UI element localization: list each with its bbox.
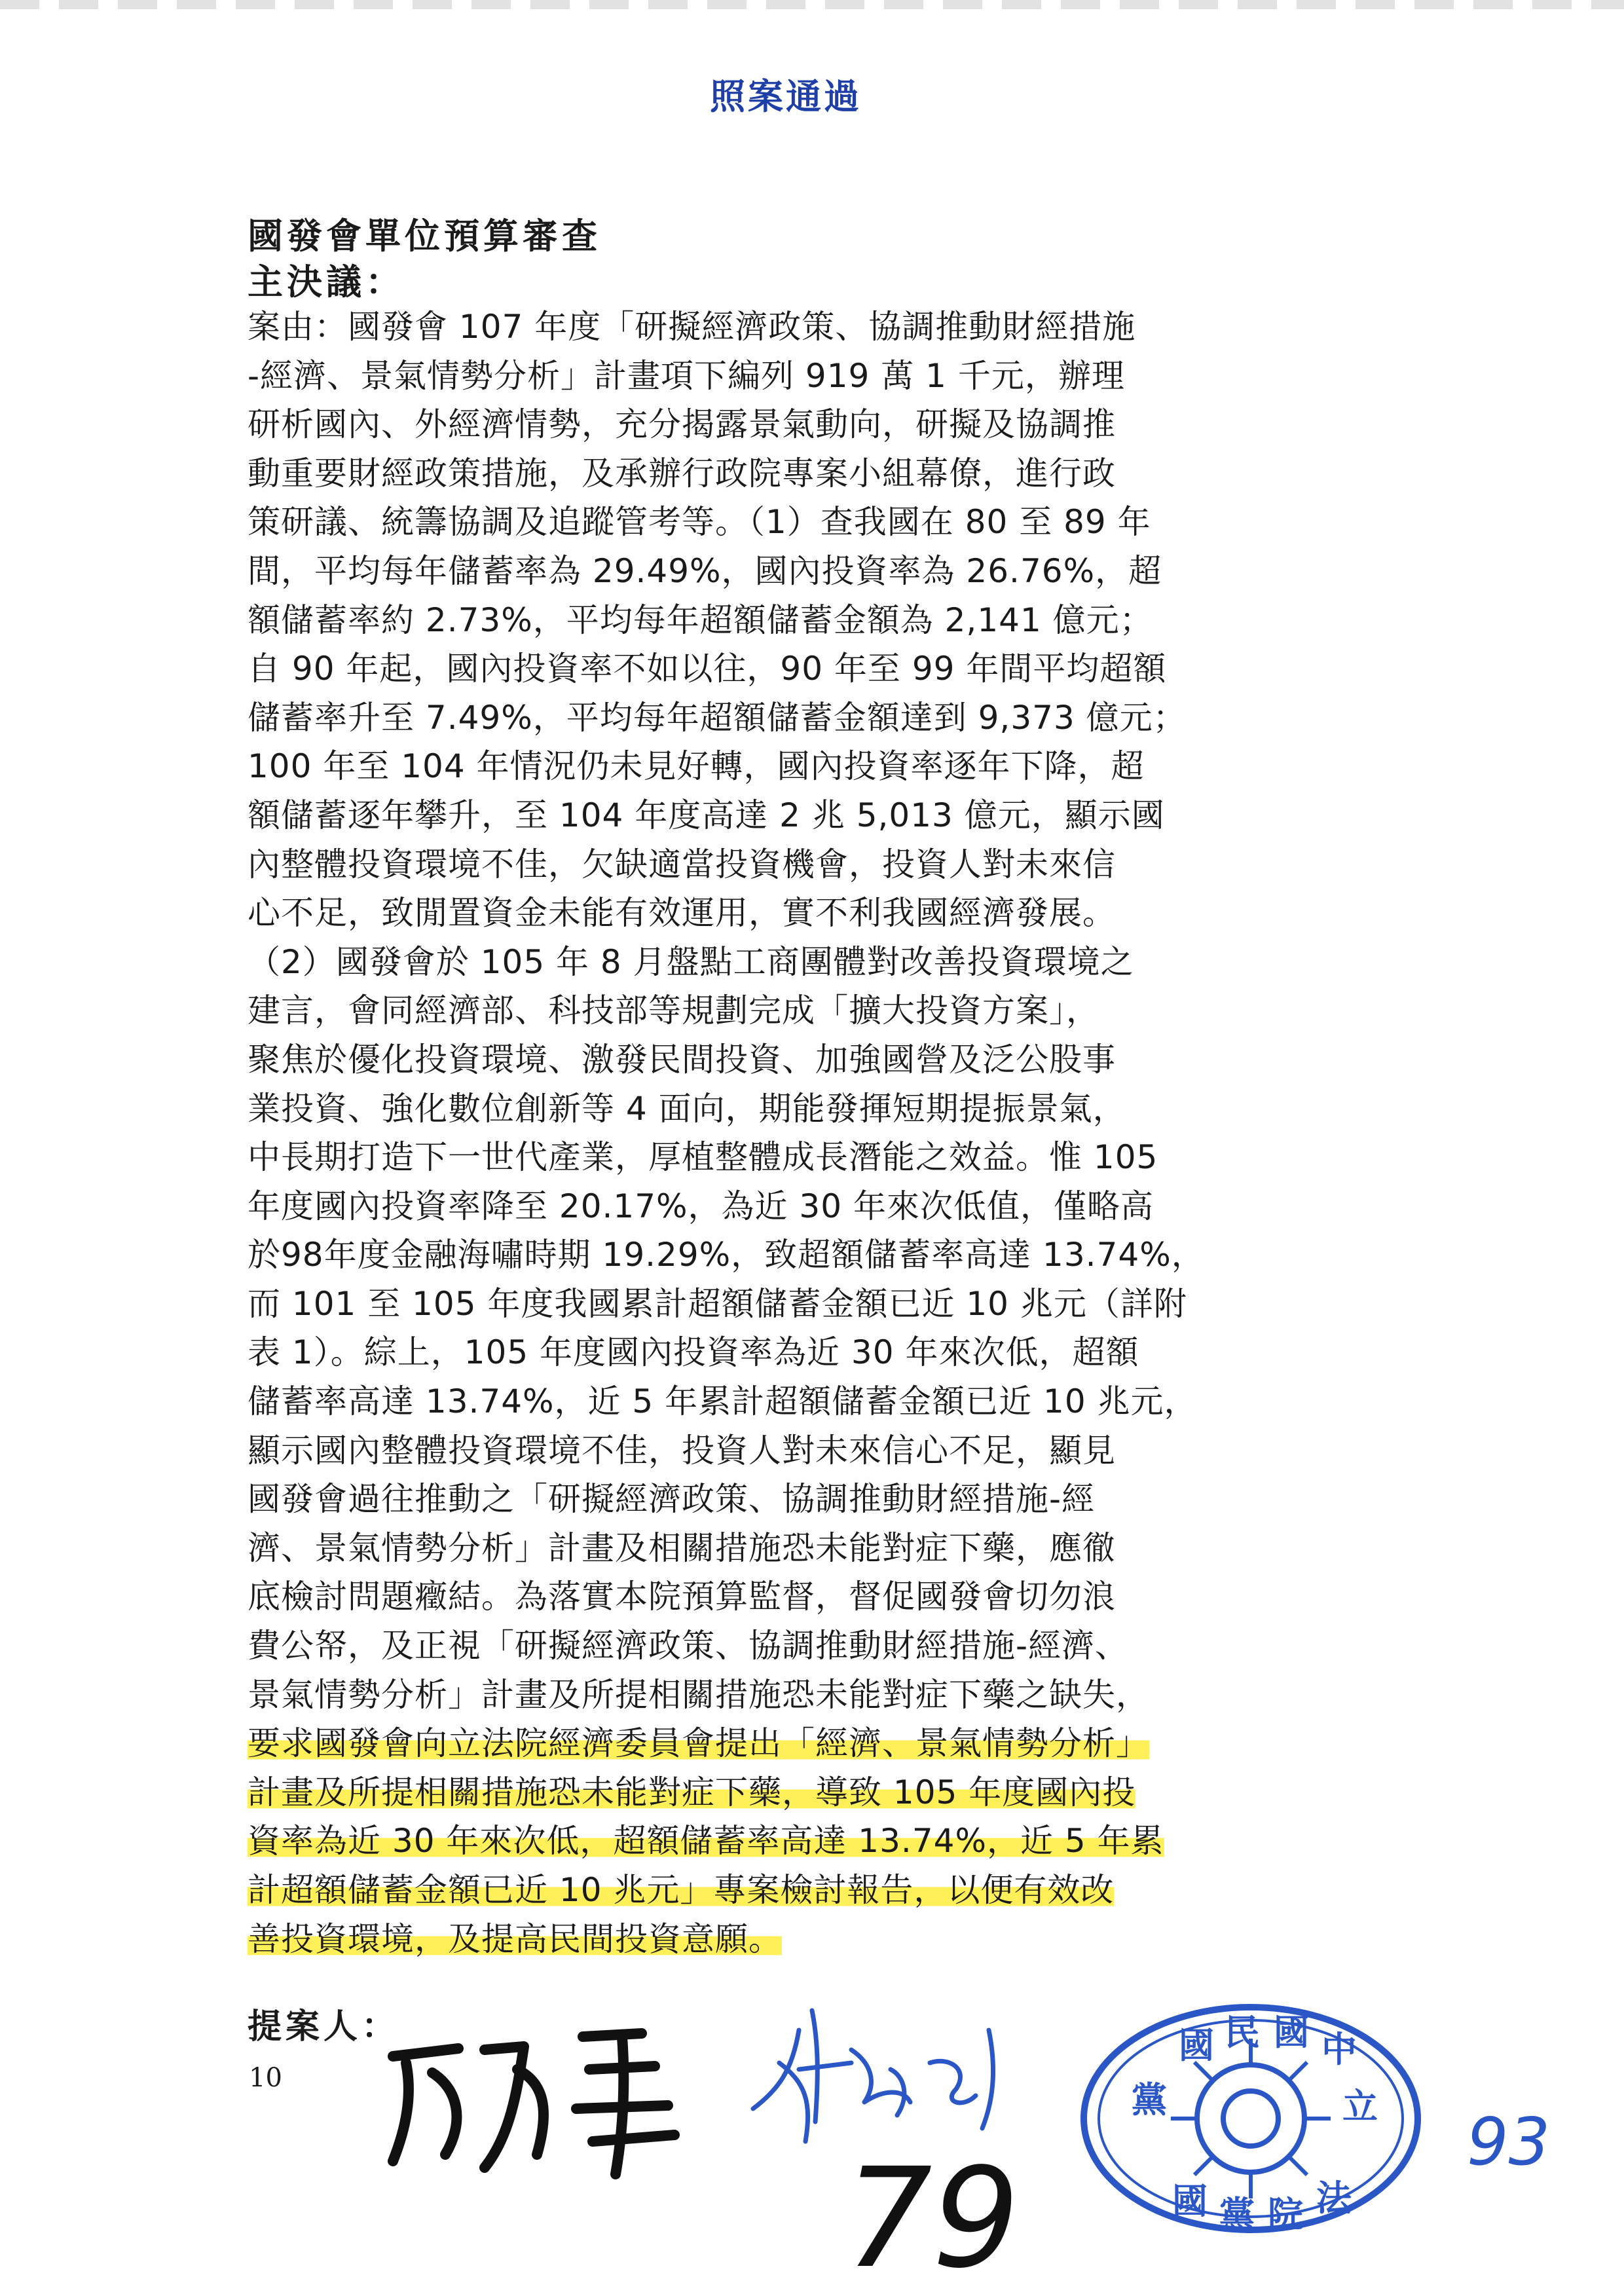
svg-text:中: 中 (1321, 2029, 1357, 2070)
body-line: 動重要財經政策措施，及承辦行政院專案小組幕僚，進行政 (248, 454, 1116, 492)
svg-text:國: 國 (1179, 2025, 1214, 2066)
body-line: 聚焦於優化投資環境、激發民間投資、加強國營及泛公股事 (248, 1040, 1116, 1079)
handnote-93-text: 93 (1467, 2103, 1551, 2180)
highlighted-line-text: 計超額儲蓄金額已近 10 兆元」專案檢討報告，以便有效改 (248, 1871, 1115, 1909)
document-title: 國發會單位預算審查 (248, 215, 601, 257)
body-line: 額儲蓄逐年攀升，至 104 年度高達 2 兆 5,013 億元，顯示國 (248, 796, 1165, 834)
highlighted-line-text: 計畫及所提相關措施恐未能對症下藥，導致 105 年度國內投 (248, 1773, 1136, 1811)
svg-text:法: 法 (1316, 2177, 1352, 2219)
svg-text:國: 國 (1274, 2012, 1309, 2053)
handwritten-79 (845, 2128, 1028, 2286)
svg-text:院: 院 (1268, 2194, 1303, 2235)
body-line: -經濟、景氣情勢分析」計畫項下編列 919 萬 1 千元，辦理 (248, 356, 1125, 395)
resolution-body (248, 303, 1413, 1963)
body-line: 濟、景氣情勢分析」計畫及相關措施恐未能對症下藥，應徹 (248, 1528, 1116, 1567)
highlighted-line (248, 1915, 1413, 1964)
highlighted-line (248, 1719, 1413, 1768)
body-line: 表 1）。綜上，105 年度國內投資率為近 30 年來次低，超額 (248, 1333, 1139, 1372)
highlighted-line-text: 善投資環境，及提高民間投資意願。 (248, 1919, 782, 1958)
body-line: 費公帑，及正視「研擬經濟政策、協調推動財經措施-經濟、 (248, 1627, 1129, 1665)
body-line: 策研議、統籌協調及追蹤管考等。（1）查我國在 80 至 89 年 (248, 503, 1151, 542)
body-line: 案由：國發會 107 年度「研擬經濟政策、協調推動財經措施 (248, 308, 1136, 346)
body-line: 於98年度金融海嘯時期 19.29%，致超額儲蓄率高達 13.74%， (248, 1236, 1205, 1274)
body-line: 儲蓄率升至 7.49%，平均每年超額儲蓄金額達到 9,373 億元； (248, 698, 1187, 737)
approved-stamp: 照案通過 (710, 76, 862, 117)
body-line: 額儲蓄率約 2.73%，平均每年超額儲蓄金額為 2,141 億元； (248, 601, 1153, 639)
body-line: 研析國內、外經濟情勢，充分揭露景氣動向，研擬及協調推 (248, 405, 1116, 444)
highlighted-line (248, 1866, 1413, 1915)
body-line: 業投資、強化數位創新等 4 面向，期能發揮短期提振景氣， (248, 1089, 1126, 1128)
body-line: （2）國發會於 105 年 8 月盤點工商團體對改善投資環境之 (248, 942, 1134, 981)
body-line: 自 90 年起，國內投資率不如以往，90 年至 99 年間平均超額 (248, 650, 1167, 688)
svg-text:黨: 黨 (1132, 2079, 1167, 2120)
body-line: 心不足，致閒置資金未能有效運用，實不利我國經濟發展。 (248, 894, 1116, 933)
party-seal (1074, 1997, 1428, 2240)
svg-text:民: 民 (1225, 2012, 1260, 2053)
svg-text:國: 國 (1172, 2181, 1208, 2222)
handwritten-93 (1467, 2096, 1578, 2181)
body-line: 底檢討問題癥結。為落實本院預算監督，督促國發會切勿浪 (248, 1578, 1116, 1616)
highlighted-line-text: 要求國發會向立法院經濟委員會提出「經濟、景氣情勢分析」 (248, 1724, 1149, 1763)
body-line: 建言，會同經濟部、科技部等規劃完成「擴大投資方案」， (248, 991, 1099, 1030)
body-line: 國發會過往推動之「研擬經濟政策、協調推動財經措施-經 (248, 1480, 1096, 1519)
body-line: 而 101 至 105 年度我國累計超額儲蓄金額已近 10 兆元（詳附 (248, 1284, 1187, 1323)
svg-text:黨: 黨 (1219, 2194, 1255, 2235)
highlighted-line (248, 1817, 1413, 1866)
svg-text:立: 立 (1342, 2086, 1378, 2127)
highlighted-line (248, 1768, 1413, 1817)
proposer-label: 提案人： (248, 2007, 400, 2046)
body-line: 年度國內投資率降至 20.17%，為近 30 年來次低值，僅略高 (248, 1187, 1154, 1225)
body-line: 間，平均每年儲蓄率為 29.49%，國內投資率為 26.76%，超 (248, 551, 1162, 590)
body-line: 中長期打造下一世代產業，厚植整體成長潛能之效益。惟 105 (248, 1138, 1158, 1177)
scan-edge (0, 0, 1624, 9)
body-line: 顯示國內整體投資環境不佳，投資人對未來信心不足，顯見 (248, 1431, 1116, 1470)
page-number: 10 (249, 2063, 282, 2093)
body-line: 內整體投資環境不佳，欠缺適當投資機會，投資人對未來信 (248, 845, 1116, 883)
body-line: 儲蓄率高達 13.74%，近 5 年累計超額儲蓄金額已近 10 兆元， (248, 1382, 1198, 1421)
handnote-79-text: 79 (845, 2138, 1020, 2286)
body-line: 100 年至 104 年情況仍未見好轉，國內投資率逐年下降，超 (248, 747, 1145, 786)
signature-black (367, 2010, 733, 2181)
highlighted-line-text: 資率為近 30 年來次低，超額儲蓄率高達 13.74%，近 5 年累 (248, 1822, 1164, 1861)
body-line: 景氣情勢分析」計畫及所提相關措施恐未能對症下藥之缺失， (248, 1675, 1149, 1714)
document-subtitle: 主決議： (248, 261, 405, 303)
